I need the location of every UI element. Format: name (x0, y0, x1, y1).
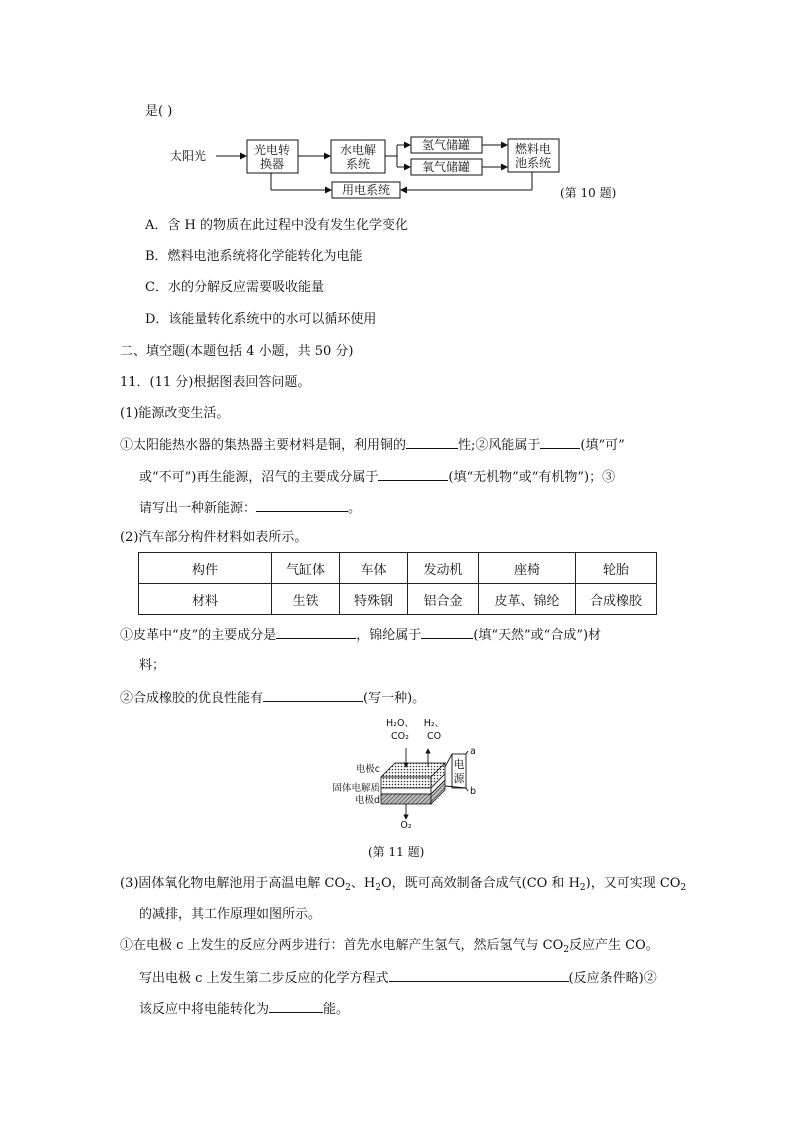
q11-part1-line2: 或“不可”)再生能源，沼气的主要成分属于 (填“无机物”或“有机物”)；③ (139, 467, 615, 487)
cell-input-label-2: CO₂ (391, 731, 409, 742)
table-row (139, 553, 657, 584)
table-cell: 铝合金 (408, 584, 479, 615)
q11-part1: (1)能源改变生活。 (120, 406, 230, 421)
q11-part3-line5: 该反应中将电能转化为 能。 (139, 999, 349, 1019)
q11-caption: (第 11 题) (368, 845, 425, 859)
q11-part2-line3: ②合成橡胶的优良性能有 (写一种)。 (120, 688, 425, 708)
blank-wind-renewable[interactable] (540, 435, 580, 449)
blank-energy-type[interactable] (269, 999, 323, 1013)
fuelcell-label-2: 池系统 (514, 156, 552, 170)
q10-option-c: C．水的分解反应需要吸收能量 (145, 280, 324, 295)
fuelcell-label-1: 燃料电 (514, 142, 552, 156)
blank-biogas-type[interactable] (378, 467, 448, 481)
table-cell: 材料 (139, 584, 272, 615)
terminal-a-label: a (470, 746, 476, 757)
cell-output-label-1: H₂、 (423, 718, 445, 729)
blank-rubber-property[interactable] (263, 688, 363, 702)
o2-tank-label: 氧气储罐 (421, 160, 471, 174)
q11-part3-line4: 写出电极 c 上发生第二步反应的化学方程式 (反应条件略)② (139, 968, 657, 988)
section-heading: 二、填空题(本题包括 4 小题，共 50 分) (120, 344, 354, 359)
electrode-c-label: 电极c (355, 764, 380, 775)
power-label-2: 源 (453, 772, 465, 785)
sunlight-label: 太阳光 (170, 149, 207, 163)
table-cell: 构件 (139, 553, 272, 584)
q11-part1-line3: 请写出一种新能源： 。 (139, 498, 361, 518)
q11-part3-line3: ①在电极 c 上发生的反应分两步进行：首先水电解产生氢气，然后氢气与 $CO_2$反应产生 CO。 (120, 938, 659, 955)
oxygen-label: O₂ (400, 820, 412, 831)
q11-part2: (2)汽车部分构件材料如表所示。 (120, 530, 308, 545)
converter-label-2: 换器 (259, 157, 285, 171)
blank-chemical-equation[interactable] (389, 968, 569, 982)
h2-tank-label: 氢气储罐 (421, 138, 471, 152)
consumer-label: 用电系统 (341, 183, 391, 197)
q10-option-d: D．该能量转化系统中的水可以循环使用 (145, 312, 377, 327)
table-row (139, 584, 657, 615)
electrode-d-label: 电极d (354, 795, 380, 806)
materials-table (138, 552, 657, 615)
q10-option-b: B．燃料电池系统将化学能转化为电能 (145, 249, 363, 264)
table-cell: 发动机 (408, 553, 479, 584)
electrolysis-label-2: 系统 (345, 157, 371, 171)
table-cell: 轮胎 (576, 553, 657, 584)
q11-part2-line1: ①皮革中“皮”的主要成分是 ，锦纶属于 (填“天然”或“合成”)材 (120, 625, 601, 645)
table-cell: 生铁 (272, 584, 340, 615)
terminal-b-label: b (470, 786, 477, 797)
q11-part2-line2: 料； (139, 658, 166, 673)
cell-input-label-1: H₂O、 (386, 718, 414, 729)
table-cell: 座椅 (479, 553, 576, 584)
blank-leather-component[interactable] (276, 625, 356, 639)
electrolysis-label-1: 水电解 (339, 143, 377, 157)
blank-nylon-type[interactable] (421, 625, 473, 639)
q10-caption: (第 10 题) (560, 186, 617, 200)
q11-stem: 11．(11 分)根据图表回答问题。 (120, 375, 311, 390)
electrolyte-label: 固体电解质 (332, 783, 380, 794)
power-label-1: 电 (453, 758, 465, 771)
table-cell: 合成橡胶 (576, 584, 657, 615)
q10-option-a: A．含 H 的物质在此过程中没有发生化学变化 (145, 218, 408, 233)
cell-output-label-2: CO (426, 731, 442, 742)
table-cell: 气缸体 (272, 553, 340, 584)
blank-copper-property[interactable] (406, 435, 458, 449)
q10-stem-tail: 是( ) (145, 104, 173, 119)
q11-part1-line1: ①太阳能热水器的集热器主要材料是铜，利用铜的 性;②风能属于 (填“可” (120, 435, 625, 455)
table-cell: 车体 (340, 553, 408, 584)
blank-new-energy[interactable] (256, 498, 348, 512)
converter-label-1: 光电转 (253, 143, 291, 157)
q11-part3-line2: 的减排，其工作原理如图所示。 (139, 907, 322, 922)
q11-part3-line1: (3)固体氧化物电解池用于高温电解 $CO_2$、$H_2O$，既可高效制备合成气(CO 和 $H_2$)，又可实现 $CO_2$ (120, 876, 687, 893)
table-cell: 皮革、锦纶 (479, 584, 576, 615)
electrolysis-cell-diagram (332, 714, 490, 832)
table-cell: 特殊钢 (340, 584, 408, 615)
